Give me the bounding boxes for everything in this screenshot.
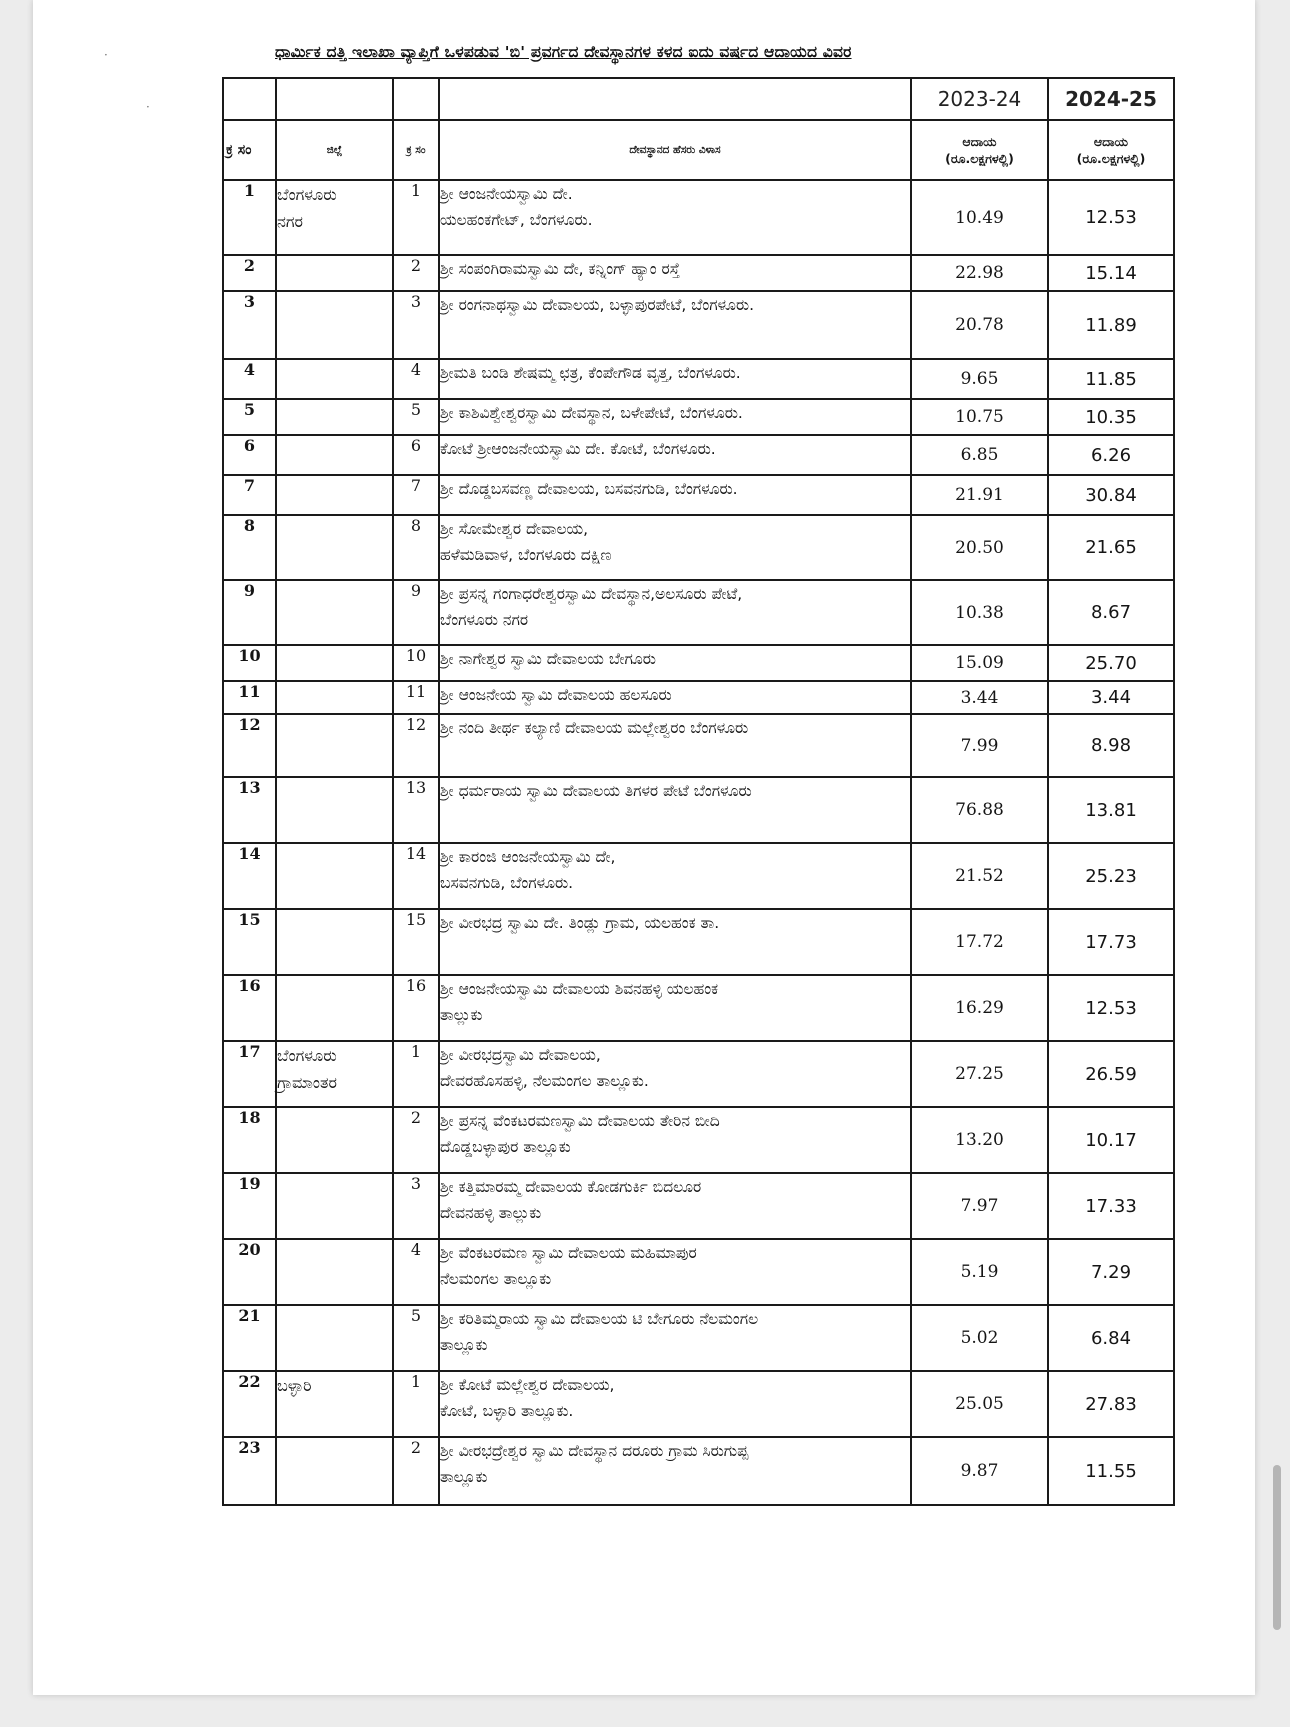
income-2024-25-cell: 13.81: [1048, 777, 1174, 843]
temple-name-cell: ಶ್ರೀ ದೊಡ್ಡಬಸವಣ್ಣ ದೇವಾಲಯ, ಬಸವನಗುಡಿ, ಬೆಂಗಳೂರು.: [439, 475, 911, 515]
sl-no-cell: 15: [223, 909, 276, 975]
table-row: [223, 975, 1174, 1041]
income-2023-24-cell: 76.88: [911, 777, 1048, 843]
income-2024-25-cell: 26.59: [1048, 1041, 1174, 1107]
district-cell: [276, 1239, 393, 1305]
table-row: [223, 1437, 1174, 1505]
temple-income-table: [222, 77, 1175, 1506]
table-row: [223, 1305, 1174, 1371]
temple-name-cell: ಶ್ರೀ ವೀರಭದ್ರಸ್ವಾಮಿ ದೇವಾಲಯ, ದೇವರಹೊಸಹಳ್ಳಿ, ನೆಲಮಂಗಲ ತಾಲ್ಲೂಕು.: [439, 1041, 911, 1107]
district-cell: [276, 1437, 393, 1505]
table-row: [223, 291, 1174, 359]
temple-name-cell: ಶ್ರೀ ಆಂಜನೇಯಸ್ವಾಮಿ ದೇ. ಯಲಹಂಕಗೇಟ್, ಬೆಂಗಳೂರು.: [439, 180, 911, 255]
temple-name-cell: ಶ್ರೀ ಕರಿತಿಮ್ಮರಾಯ ಸ್ವಾಮಿ ದೇವಾಲಯ ಟಿ ಬೇಗೂರು ನೆಲಮಂಗಲ ತಾಲ್ಲೂಕು: [439, 1305, 911, 1371]
income-2023-24-cell: 22.98: [911, 255, 1048, 291]
sub-sl-no-cell: 10: [393, 645, 439, 681]
sl-no-cell: 2: [223, 255, 276, 291]
income-2023-24-cell: 9.87: [911, 1437, 1048, 1505]
table-row: [223, 645, 1174, 681]
income-2024-25-cell: 30.84: [1048, 475, 1174, 515]
table-body: [223, 180, 1174, 1505]
district-cell: [276, 975, 393, 1041]
table-row: [223, 1107, 1174, 1173]
scan-speck: ·: [146, 100, 150, 114]
blank-header-cell: [393, 78, 439, 120]
district-cell: [276, 255, 393, 291]
sub-sl-no-cell: 5: [393, 1305, 439, 1371]
temple-name-cell: ಶ್ರೀ ವೀರಭದ್ರ ಸ್ವಾಮಿ ದೇ. ತಿಂಡ್ಲು ಗ್ರಾಮ, ಯಲಹಂಕ ತಾ.: [439, 909, 911, 975]
sl-no-cell: 6: [223, 435, 276, 475]
sub-sl-no-cell: 3: [393, 1173, 439, 1239]
income-2024-25-cell: 27.83: [1048, 1371, 1174, 1437]
income-2023-24-cell: 13.20: [911, 1107, 1048, 1173]
table-row: [223, 580, 1174, 645]
income-2024-25-cell: 8.98: [1048, 714, 1174, 777]
year-2023-24: 2023-24: [911, 78, 1048, 120]
temple-name-cell: ಶ್ರೀ ನಾಗೇಶ್ವರ ಸ್ವಾಮಿ ದೇವಾಲಯ ಬೇಗೂರು: [439, 645, 911, 681]
income-2024-25-cell: 10.17: [1048, 1107, 1174, 1173]
table-row: [223, 435, 1174, 475]
income-2023-24-cell: 25.05: [911, 1371, 1048, 1437]
income-2024-25-cell: 6.84: [1048, 1305, 1174, 1371]
income-2024-25-cell: 3.44: [1048, 681, 1174, 714]
income-2024-25-cell: 8.67: [1048, 580, 1174, 645]
sl-no-cell: 1: [223, 180, 276, 255]
income-2023-24-cell: 10.75: [911, 399, 1048, 435]
header-sl-no: ಕ್ರ ಸಂ: [223, 120, 276, 180]
sub-sl-no-cell: 9: [393, 580, 439, 645]
sub-sl-no-cell: 7: [393, 475, 439, 515]
district-cell: [276, 291, 393, 359]
temple-name-cell: ಶ್ರೀ ನಂದಿ ತೀರ್ಥ ಕಲ್ಯಾಣಿ ದೇವಾಲಯ ಮಲ್ಲೇಶ್ವರಂ ಬೆಂಗಳೂರು: [439, 714, 911, 777]
income-2023-24-cell: 7.97: [911, 1173, 1048, 1239]
table-row: [223, 1239, 1174, 1305]
sub-sl-no-cell: 13: [393, 777, 439, 843]
temple-name-cell: ಶ್ರೀ ವೆಂಕಟರಮಣ ಸ್ವಾಮಿ ದೇವಾಲಯ ಮಹಿಮಾಪುರ ನೆಲಮಂಗಲ ತಾಲ್ಲೂಕು: [439, 1239, 911, 1305]
income-2024-25-cell: 7.29: [1048, 1239, 1174, 1305]
sub-sl-no-cell: 1: [393, 1371, 439, 1437]
sub-sl-no-cell: 14: [393, 843, 439, 909]
sl-no-cell: 18: [223, 1107, 276, 1173]
table-row: [223, 515, 1174, 580]
temple-name-cell: ಶ್ರೀ ಕೋಟೆ ಮಲ್ಲೇಶ್ವರ ದೇವಾಲಯ, ಕೋಟೆ, ಬಳ್ಳಾರಿ ತಾಲ್ಲೂಕು.: [439, 1371, 911, 1437]
temple-name-cell: ಶ್ರೀ ಕತ್ತಿಮಾರಮ್ಮ ದೇವಾಲಯ ಕೋಡಗುರ್ಕಿ ಬಿದಲೂರ ದೇವನಹಳ್ಳಿ ತಾಲ್ಲುಕು: [439, 1173, 911, 1239]
temple-name-cell: ಕೋಟೆ ಶ್ರೀಆಂಜನೇಯಸ್ವಾಮಿ ದೇ. ಕೋಟೆ, ಬೆಂಗಳೂರು.: [439, 435, 911, 475]
temple-name-cell: ಶ್ರೀ ಆಂಜನೇಯ ಸ್ವಾಮಿ ದೇವಾಲಯ ಹಲಸೂರು: [439, 681, 911, 714]
sub-sl-no-cell: 2: [393, 255, 439, 291]
temple-name-cell: ಶ್ರೀಮತಿ ಬಂಡಿ ಶೇಷಮ್ಮ ಛತ್ರ, ಕೆಂಪೇಗೌಡ ವೃತ್ತ, ಬೆಂಗಳೂರು.: [439, 359, 911, 399]
district-cell: [276, 909, 393, 975]
table-row: [223, 475, 1174, 515]
temple-name-cell: ಶ್ರೀ ಪ್ರಸನ್ನ ಗಂಗಾಧರೇಶ್ವರಸ್ವಾಮಿ ದೇವಸ್ಥಾನ,ಅಲಸೂರು ಪೇಟೆ, ಬೆಂಗಳೂರು ನಗರ: [439, 580, 911, 645]
year-2024-25: 2024-25: [1048, 78, 1174, 120]
income-2024-25-cell: 15.14: [1048, 255, 1174, 291]
income-2023-24-cell: 27.25: [911, 1041, 1048, 1107]
sub-sl-no-cell: 12: [393, 714, 439, 777]
scrollbar-thumb[interactable]: [1273, 1465, 1281, 1630]
income-2023-24-cell: 5.02: [911, 1305, 1048, 1371]
income-2023-24-cell: 21.52: [911, 843, 1048, 909]
income-2023-24-cell: 15.09: [911, 645, 1048, 681]
temple-name-cell: ಶ್ರೀ ಸಂಪಂಗಿರಾಮಸ್ವಾಮಿ ದೇ, ಕನ್ನಿಂಗ್ ಹ್ಯಾಂ ರಸ್ತೆ: [439, 255, 911, 291]
sl-no-cell: 23: [223, 1437, 276, 1505]
district-cell: [276, 645, 393, 681]
district-cell: [276, 515, 393, 580]
sub-sl-no-cell: 15: [393, 909, 439, 975]
blank-header-cell: [439, 78, 911, 120]
income-2024-25-cell: 25.23: [1048, 843, 1174, 909]
sl-no-cell: 21: [223, 1305, 276, 1371]
header-income-2023-24: ಆದಾಯ (ರೂ.ಲಕ್ಷಗಳಲ್ಲಿ): [911, 120, 1048, 180]
sl-no-cell: 22: [223, 1371, 276, 1437]
district-cell: [276, 580, 393, 645]
sl-no-cell: 16: [223, 975, 276, 1041]
income-2024-25-cell: 10.35: [1048, 399, 1174, 435]
district-cell: [276, 1305, 393, 1371]
temple-name-cell: ಶ್ರೀ ರಂಗನಾಥಸ್ವಾಮಿ ದೇವಾಲಯ, ಬಳ್ಳಾಪುರಪೇಟೆ, ಬೆಂಗಳೂರು.: [439, 291, 911, 359]
sub-sl-no-cell: 6: [393, 435, 439, 475]
sub-sl-no-cell: 11: [393, 681, 439, 714]
sub-sl-no-cell: 2: [393, 1437, 439, 1505]
income-2024-25-cell: 12.53: [1048, 975, 1174, 1041]
sl-no-cell: 5: [223, 399, 276, 435]
temple-name-cell: ಶ್ರೀ ಆಂಜನೇಯಸ್ವಾಮಿ ದೇವಾಲಯ ಶಿವನಹಳ್ಳಿ ಯಲಹಂಕ ತಾಲ್ಲುಕು: [439, 975, 911, 1041]
district-cell: ಬೆಂಗಳೂರು ಗ್ರಾಮಾಂತರ: [276, 1041, 393, 1107]
table-row: [223, 359, 1174, 399]
table-row: [223, 180, 1174, 255]
income-2023-24-cell: 21.91: [911, 475, 1048, 515]
income-2024-25-cell: 12.53: [1048, 180, 1174, 255]
table-row: [223, 1041, 1174, 1107]
district-cell: [276, 843, 393, 909]
table-row: [223, 255, 1174, 291]
year-header-row: [223, 78, 1174, 120]
district-cell: [276, 1107, 393, 1173]
temple-name-cell: ಶ್ರೀ ವೀರಭದ್ರೇಶ್ವರ ಸ್ವಾಮಿ ದೇವಸ್ಥಾನ ದರೂರು ಗ್ರಾಮ ಸಿರುಗುಪ್ಪ ತಾಲ್ಲೂಕು: [439, 1437, 911, 1505]
sl-no-cell: 10: [223, 645, 276, 681]
income-2023-24-cell: 3.44: [911, 681, 1048, 714]
sl-no-cell: 14: [223, 843, 276, 909]
table-row: [223, 1173, 1174, 1239]
income-2023-24-cell: 16.29: [911, 975, 1048, 1041]
income-2023-24-cell: 7.99: [911, 714, 1048, 777]
district-cell: [276, 714, 393, 777]
blank-header-cell: [276, 78, 393, 120]
sub-sl-no-cell: 5: [393, 399, 439, 435]
sub-sl-no-cell: 16: [393, 975, 439, 1041]
page-title: ಧಾರ್ಮಿಕ ದತ್ತಿ ಇಲಾಖಾ ವ್ಯಾಪ್ತಿಗೆ ಒಳಪಡುವ 'ಬಿ' ಪ್ರವರ್ಗದ ದೇವಸ್ಥಾನಗಳ ಕಳದ ಐದು ವರ್ಷದ ಆದಾಯದ ವಿವರ: [275, 43, 852, 61]
income-2023-24-cell: 20.78: [911, 291, 1048, 359]
sl-no-cell: 17: [223, 1041, 276, 1107]
income-2023-24-cell: 6.85: [911, 435, 1048, 475]
temple-name-cell: ಶ್ರೀ ಕಾರಂಜಿ ಆಂಜನೇಯಸ್ವಾಮಿ ದೇ, ಬಸವನಗುಡಿ, ಬೆಂಗಳೂರು.: [439, 843, 911, 909]
blank-header-cell: [223, 78, 276, 120]
table-row: [223, 909, 1174, 975]
district-cell: [276, 1173, 393, 1239]
sub-sl-no-cell: 3: [393, 291, 439, 359]
district-cell: [276, 359, 393, 399]
temple-name-cell: ಶ್ರೀ ಪ್ರಸನ್ನ ವೆಂಕಟರಮಣಸ್ವಾಮಿ ದೇವಾಲಯ ತೇರಿನ ಬೀದಿ ದೊಡ್ಡಬಳ್ಳಾಪುರ ತಾಲ್ಲೂಕು: [439, 1107, 911, 1173]
income-2024-25-cell: 21.65: [1048, 515, 1174, 580]
header-income-2024-25: ಆದಾಯ (ರೂ.ಲಕ್ಷಗಳಲ್ಲಿ): [1048, 120, 1174, 180]
district-cell: [276, 777, 393, 843]
header-sub-sl-no: ಕ್ರ ಸಂ: [393, 120, 439, 180]
header-district: ಜಿಲ್ಲೆ: [276, 120, 393, 180]
income-2023-24-cell: 17.72: [911, 909, 1048, 975]
sl-no-cell: 7: [223, 475, 276, 515]
income-2024-25-cell: 11.89: [1048, 291, 1174, 359]
sub-sl-no-cell: 8: [393, 515, 439, 580]
sub-sl-no-cell: 1: [393, 1041, 439, 1107]
table-row: [223, 714, 1174, 777]
income-2024-25-cell: 6.26: [1048, 435, 1174, 475]
district-cell: [276, 475, 393, 515]
temple-name-cell: ಶ್ರೀ ಸೋಮೇಶ್ವರ ದೇವಾಲಯ, ಹಳೆಮಡಿವಾಳ, ಬೆಂಗಳೂರು ದಕ್ಷಿಣ: [439, 515, 911, 580]
income-2024-25-cell: 25.70: [1048, 645, 1174, 681]
header-temple-name: ದೇವಸ್ಥಾನದ ಹೆಸರು ವಿಳಾಸ: [439, 120, 911, 180]
income-2024-25-cell: 11.85: [1048, 359, 1174, 399]
sub-sl-no-cell: 4: [393, 1239, 439, 1305]
temple-name-cell: ಶ್ರೀ ಕಾಶಿವಿಶ್ವೇಶ್ವರಸ್ವಾಮಿ ದೇವಸ್ಥಾನ, ಬಳೇಪೇಟೆ, ಬೆಂಗಳೂರು.: [439, 399, 911, 435]
sl-no-cell: 19: [223, 1173, 276, 1239]
table-row: [223, 843, 1174, 909]
income-2023-24-cell: 5.19: [911, 1239, 1048, 1305]
sl-no-cell: 13: [223, 777, 276, 843]
income-2024-25-cell: 17.73: [1048, 909, 1174, 975]
sub-sl-no-cell: 2: [393, 1107, 439, 1173]
income-2024-25-cell: 11.55: [1048, 1437, 1174, 1505]
income-2023-24-cell: 10.49: [911, 180, 1048, 255]
scan-speck: ·: [104, 48, 108, 62]
income-2024-25-cell: 17.33: [1048, 1173, 1174, 1239]
table-row: [223, 1371, 1174, 1437]
income-2023-24-cell: 20.50: [911, 515, 1048, 580]
district-cell: [276, 399, 393, 435]
district-cell: [276, 435, 393, 475]
sl-no-cell: 8: [223, 515, 276, 580]
sl-no-cell: 4: [223, 359, 276, 399]
sub-sl-no-cell: 1: [393, 180, 439, 255]
table-row: [223, 399, 1174, 435]
temple-name-cell: ಶ್ರೀ ಧರ್ಮರಾಯ ಸ್ವಾಮಿ ದೇವಾಲಯ ತಿಗಳರ ಪೇಟೆ ಬೆಂಗಳೂರು: [439, 777, 911, 843]
sl-no-cell: 20: [223, 1239, 276, 1305]
income-2023-24-cell: 9.65: [911, 359, 1048, 399]
sl-no-cell: 11: [223, 681, 276, 714]
district-cell: ಬೆಂಗಳೂರು ನಗರ: [276, 180, 393, 255]
sl-no-cell: 9: [223, 580, 276, 645]
district-cell: ಬಳ್ಳಾರಿ: [276, 1371, 393, 1437]
sl-no-cell: 3: [223, 291, 276, 359]
income-2023-24-cell: 10.38: [911, 580, 1048, 645]
sub-sl-no-cell: 4: [393, 359, 439, 399]
district-cell: [276, 681, 393, 714]
table-row: [223, 777, 1174, 843]
sl-no-cell: 12: [223, 714, 276, 777]
column-header-row: [223, 120, 1174, 180]
table-row: [223, 681, 1174, 714]
